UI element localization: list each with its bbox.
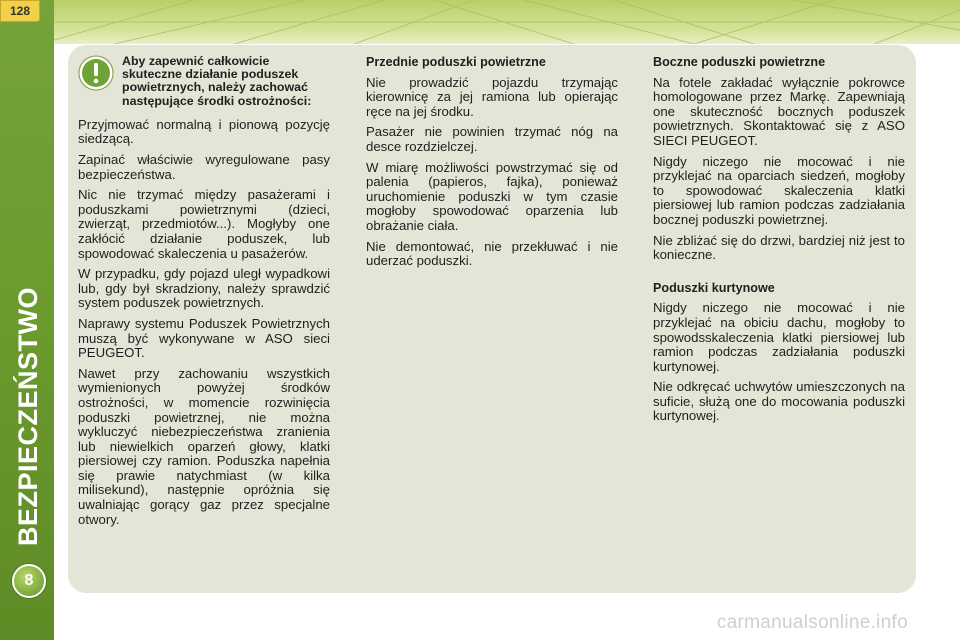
section-heading: Poduszki kurtynowe (653, 280, 775, 295)
column-side-airbags (653, 55, 905, 430)
paragraph: Nie prowadzić pojazdu trzymając kierownicę za jej ramiona lub opierając ręce na jej środku. (366, 74, 618, 119)
paragraph: Nigdy niczego nie mocować i nie przyklejać na obiciu dachu, mogłoby to spowodsskaleczenia klatki piersiowej lub ramion podczas zadziałania poduszki kurtynowej. (653, 300, 905, 374)
paragraph: Nie demontować, nie przekłuwać i nie uderzać poduszki. (366, 238, 618, 269)
paragraph: Nigdy niczego nie mocować i nie przyklejać na oparciach siedzeń, mogłoby to spowodować skaleczenia klatki piersiowej lub ramion podczas zadziałania bocznej poduszki powietrznej. (653, 153, 905, 227)
paragraph: Naprawy systemu Poduszek Powietrznych muszą być wykonywane w ASO sieci PEUGEOT. (78, 315, 330, 361)
column-warnings (78, 55, 330, 533)
page-number: 128 (0, 0, 40, 22)
paragraph: Nawet przy zachowaniu wszystkich wymienionych powyżej środków ostrożności, w momencie rozwinięcia poduszki powietrznej, nie można wykluczyć niebezpieczeństwa zranienia lub niewielkich oparzeń głowy, klatki piersiowej czy ramion. Poduszka napełnia się prawie natychmiast (w kilka milisekund), następnie opróżnia się uwalniając gorący gaz przez specjalne otwory. (78, 365, 330, 527)
paragraph: Nie odkręcać uchwytów umieszczonych na suficie, służą one do mocowania poduszki kurtynowej. (653, 379, 905, 424)
column-front-airbags (366, 55, 618, 275)
section-heading: Przednie poduszki powietrzne (366, 55, 546, 69)
paragraph: Przyjmować normalną i pionową pozycję siedzącą. (78, 116, 330, 147)
paragraph: W przypadku, gdy pojazd uległ wypadkowi lub, gdy był skradziony, należy sprawdzić system poduszek powietrznych. (78, 266, 330, 311)
header-banner (54, 0, 960, 44)
paragraph: Nie zbliżać się do drzwi, bardziej niż jest to konieczne. (653, 232, 905, 263)
paragraph: Zapinać właściwie wyregulowane pasy bezpieczeństwa. (78, 152, 330, 182)
paragraph: Pasażer nie powinien trzymać nóg na desce rozdzielczej. (366, 124, 618, 154)
paragraph: Nic nie trzymać między pasażerami i poduszkami powietrznymi (dzieci, zwierząt, przedmiotów...). Mogłyby one zakłócić działanie poduszek, lub spowodować skaleczenia u pasażerów. (78, 187, 330, 261)
warning-heading: Aby zapewnić całkowicie skuteczne działanie poduszek powietrznych, należy zachować następujące środki ostrożności: (122, 54, 312, 108)
header-pattern (54, 0, 960, 44)
watermark: carmanualsonline.info (716, 612, 908, 633)
paragraph: Na fotele zakładać wyłącznie pokrowce homologowane przez Markę. Zapewniają one skuteczność bocznych poduszek powietrznych. Skontaktować się z ASO SIECI PEUGEOT. (653, 74, 905, 148)
chapter-sidebar (0, 0, 54, 640)
paragraph: W miarę możliwości powstrzymać się od palenia (papieros, fajka), ponieważ uruchomienie poduszki w tym czasie mogłoby spowodować oparzenia lub obrażanie ciała. (366, 159, 618, 233)
chapter-title: BEZPIECZEŃSTWO (12, 286, 43, 546)
section-heading: Boczne poduszki powietrzne (653, 55, 826, 69)
chapter-number-badge: 8 (12, 564, 46, 598)
